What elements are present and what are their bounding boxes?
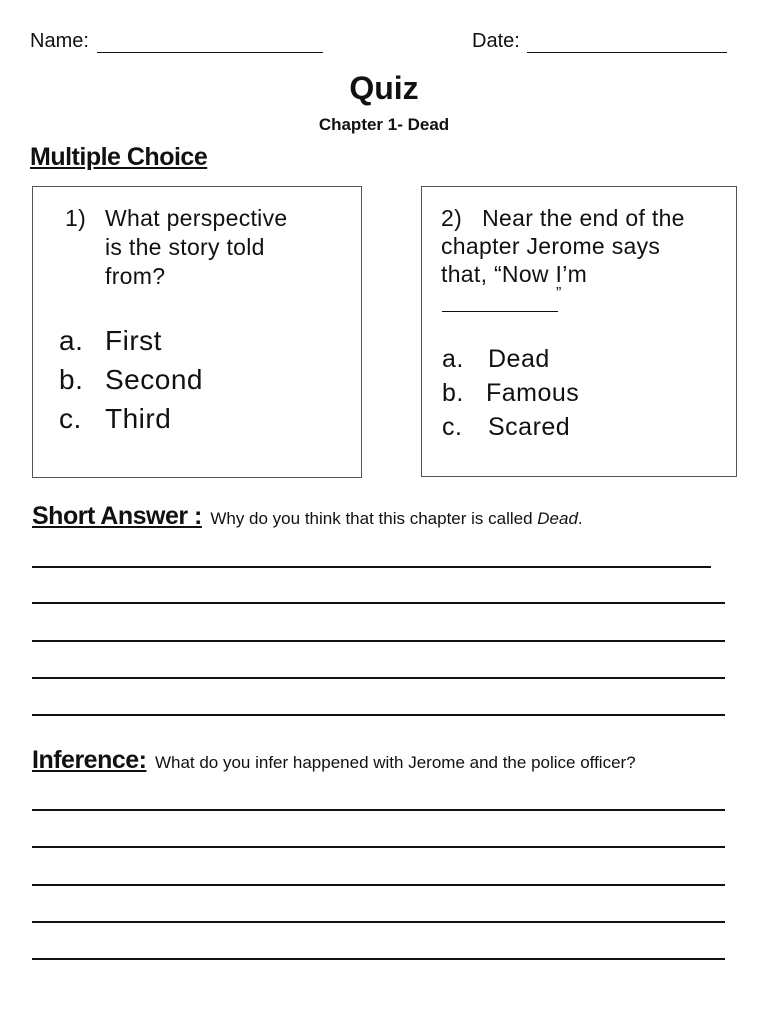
short-answer-line[interactable]	[32, 677, 725, 679]
inference-line[interactable]	[32, 884, 725, 886]
name-field[interactable]	[97, 52, 323, 53]
question-2-line-1-text: Near the end of the	[482, 205, 685, 231]
option-text: First	[105, 325, 162, 356]
short-answer-prompt-emphasis: Dead	[537, 509, 578, 528]
short-answer-header	[32, 502, 583, 531]
short-answer-prompt-end: .	[577, 509, 583, 528]
short-answer-heading: Short Answer :	[32, 502, 202, 530]
option-letter: b.	[59, 364, 84, 395]
question-1-line-2: is the story told	[105, 234, 265, 260]
inference-line[interactable]	[32, 846, 725, 848]
option-text: Famous	[486, 379, 580, 407]
question-2-close-quote: ”	[556, 285, 562, 302]
option-text: Dead	[488, 345, 550, 373]
option-text: Scared	[488, 413, 571, 441]
question-1-option-a[interactable]	[59, 325, 162, 357]
inference-line[interactable]	[32, 809, 725, 811]
option-text: Second	[105, 364, 203, 395]
option-letter: a.	[59, 325, 84, 356]
question-1-line-1: What perspective	[105, 205, 288, 231]
option-letter: c.	[59, 403, 82, 434]
question-1-box	[32, 186, 362, 478]
question-1-option-c[interactable]	[59, 403, 171, 435]
question-2-box	[421, 186, 737, 477]
short-answer-line[interactable]	[32, 640, 725, 642]
option-letter: b.	[442, 379, 464, 407]
question-2-option-c[interactable]	[442, 413, 570, 442]
date-field[interactable]	[527, 52, 727, 53]
short-answer-prompt	[210, 509, 582, 528]
inference-heading: Inference:	[32, 746, 147, 774]
option-letter: a.	[442, 345, 464, 373]
inference-header	[32, 746, 636, 775]
page-title: Quiz	[349, 70, 419, 106]
inference-prompt: What do you infer happened with Jerome and the police officer?	[154, 753, 636, 772]
page-subtitle: Chapter 1- Dead	[318, 115, 450, 134]
question-1-number: 1)	[65, 205, 87, 231]
option-letter: c.	[442, 413, 463, 441]
question-2-line-2: chapter Jerome says	[441, 233, 661, 259]
question-1-line-3: from?	[105, 263, 166, 289]
question-2-line-3: that, “Now I’m	[441, 261, 588, 287]
multiple-choice-heading: Multiple Choice	[30, 143, 208, 171]
short-answer-line[interactable]	[32, 602, 725, 604]
name-label: Name:	[30, 30, 89, 52]
question-1-option-b[interactable]	[59, 364, 203, 396]
option-text: Third	[105, 403, 172, 434]
question-2-option-a[interactable]	[442, 345, 550, 374]
short-answer-prompt-text: Why do you think that this chapter is called	[210, 509, 538, 528]
question-2-line-1	[441, 204, 685, 233]
date-label: Date:	[472, 30, 520, 52]
short-answer-line[interactable]	[32, 566, 711, 568]
question-2-number: 2)	[441, 205, 463, 231]
question-2-option-b[interactable]	[442, 379, 579, 408]
question-2-blank[interactable]	[442, 311, 558, 312]
inference-line[interactable]	[32, 958, 725, 960]
short-answer-line[interactable]	[32, 714, 725, 716]
inference-line[interactable]	[32, 921, 725, 923]
